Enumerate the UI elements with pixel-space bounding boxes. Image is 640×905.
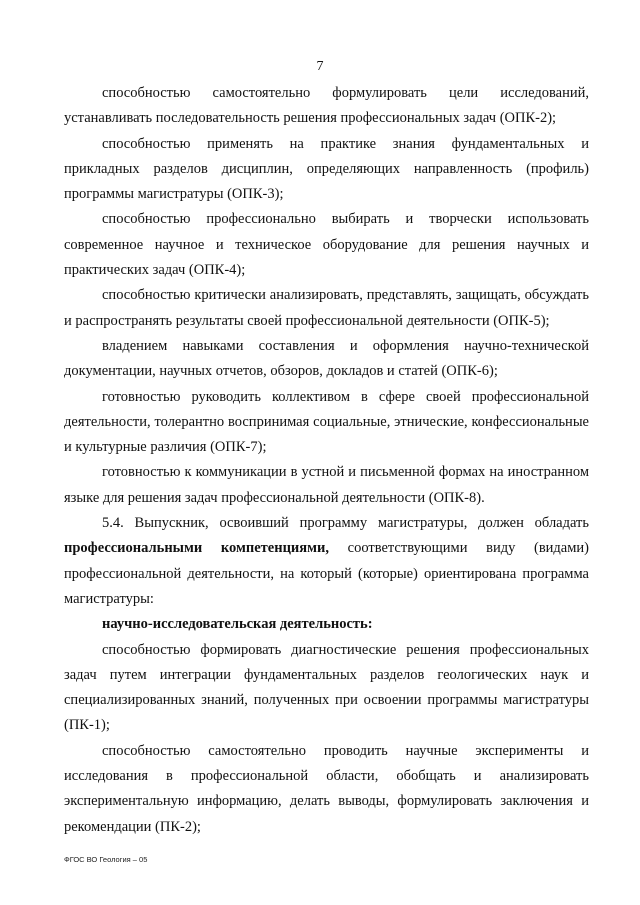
section-5-4-bold-term: профессиональными компетенциями,	[64, 540, 329, 557]
research-activity-heading: научно-исследовательская деятельность:	[102, 616, 373, 633]
competency-pk-1: способностью формировать диагностические решения профессиональных задач путем интеграции фундаментальных разделов геологических наук и специализированных знаний, полученных при освоении программы магистратуры (ПК-1);	[64, 641, 589, 734]
page-number: 7	[316, 59, 324, 74]
competency-opk-2: способностью самостоятельно формулировать цели исследований, устанавливать последовательность решения профессиональных задач (ОПК-2);	[64, 85, 589, 127]
section-5-4-prefix: 5.4. Выпускник, освоивший программу магистратуры, должен обладать	[102, 515, 589, 532]
competency-opk-3: способностью применять на практике знания фундаментальных и прикладных разделов дисциплин, определяющих направленность (профиль) программы магистратуры (ОПК-3);	[64, 135, 589, 203]
competency-opk-7: готовностью руководить коллективом в сфере своей профессиональной деятельности, толерантно воспринимая социальные, этнические, конфессиональные и культурные различия (ОПК-7);	[64, 388, 589, 456]
document-body	[64, 81, 589, 840]
competency-opk-5: способностью критически анализировать, представлять, защищать, обсуждать и распространять результаты своей профессиональной деятельности (ОПК-5);	[64, 287, 589, 329]
document-footer: ФГОС ВО Геология – 05	[64, 855, 148, 864]
section-5-4-suffix: соответствующими виду (видами) профессиональной деятельности, на который (которые) ориентирована программа магистратуры:	[64, 540, 590, 607]
competency-opk-8: готовностью к коммуникации в устной и письменной формах на иностранном языке для решения задач профессиональной деятельности (ОПК-8).	[64, 464, 589, 506]
competency-opk-6: владением навыками составления и оформления научно-технической документации, научных отчетов, обзоров, докладов и статей (ОПК-6);	[64, 337, 589, 380]
competency-opk-4: способностью профессионально выбирать и творчески использовать современное научное и техническое оборудование для решения научных и практических задач (ОПК-4);	[64, 211, 589, 279]
section-5-4-paragraph	[64, 511, 589, 612]
competency-pk-2: способностью самостоятельно проводить научные эксперименты и исследования в профессиональной области, обобщать и анализировать экспериментальную информацию, делать выводы, формулировать заключения и рекомендации (ПК-2);	[64, 742, 589, 835]
